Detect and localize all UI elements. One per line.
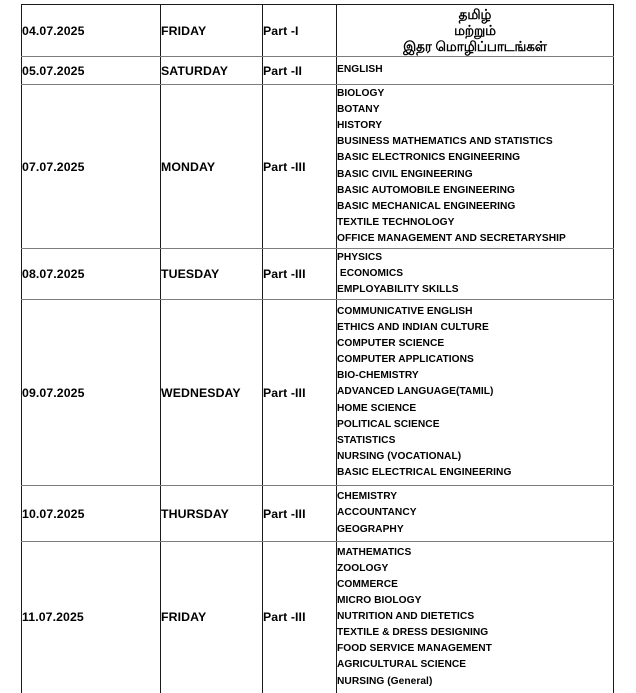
- subject-item: ENGLISH: [337, 64, 383, 76]
- exam-timetable: [21, 4, 614, 693]
- subject-item: ACCOUNTANCY: [337, 507, 417, 519]
- exam-date: 08.07.2025: [22, 249, 161, 300]
- subject-item: TEXTILE TECHNOLOGY: [337, 216, 455, 228]
- subject-item: BASIC MECHANICAL ENGINEERING: [337, 200, 516, 212]
- exam-day: MONDAY: [161, 85, 263, 249]
- subject-item: ECONOMICS: [337, 267, 404, 279]
- subject-item: BUSINESS MATHEMATICS AND STATISTICS: [337, 136, 553, 148]
- exam-subjects: [337, 542, 614, 693]
- exam-subjects: [337, 85, 614, 249]
- subject-list: [337, 545, 613, 690]
- exam-date: 11.07.2025: [22, 542, 161, 693]
- subject-item: TEXTILE & DRESS DESIGNING: [337, 627, 489, 639]
- subject-list: [337, 7, 613, 55]
- subject-item: MATHEMATICS: [337, 546, 412, 558]
- subject-list: [337, 250, 613, 298]
- subject-item: BOTANY: [337, 104, 380, 116]
- table-row: [22, 486, 614, 542]
- exam-timetable-body: [22, 5, 614, 693]
- subject-item: ZOOLOGY: [337, 562, 389, 574]
- subject-item: HOME SCIENCE: [337, 402, 417, 414]
- exam-subjects: [337, 486, 614, 542]
- exam-part: Part -I: [263, 5, 337, 57]
- exam-subjects: [337, 57, 614, 85]
- exam-date: 05.07.2025: [22, 57, 161, 85]
- subject-item: NURSING (VOCATIONAL): [337, 450, 462, 462]
- exam-day: TUESDAY: [161, 249, 263, 300]
- subject-item: COMMUNICATIVE ENGLISH: [337, 305, 473, 317]
- subject-item: இதர மொழிப்பாடங்கள்: [403, 38, 547, 54]
- table-row: [22, 57, 614, 85]
- exam-part: Part -II: [263, 57, 337, 85]
- exam-part: Part -III: [263, 300, 337, 486]
- subject-item: BASIC ELECTRONICS ENGINEERING: [337, 152, 521, 164]
- exam-day: THURSDAY: [161, 486, 263, 542]
- subject-item: STATISTICS: [337, 434, 396, 446]
- exam-date: 10.07.2025: [22, 486, 161, 542]
- subject-item: CHEMISTRY: [337, 491, 398, 503]
- subject-item: ETHICS AND INDIAN CULTURE: [337, 322, 489, 334]
- exam-date: 04.07.2025: [22, 5, 161, 57]
- subject-item: தமிழ்: [458, 6, 492, 22]
- subject-item: POLITICAL SCIENCE: [337, 418, 440, 430]
- exam-day: FRIDAY: [161, 542, 263, 693]
- table-row: [22, 542, 614, 693]
- table-row: [22, 249, 614, 300]
- subject-item: HISTORY: [337, 120, 383, 132]
- exam-subjects: [337, 249, 614, 300]
- subject-item: BASIC CIVIL ENGINEERING: [337, 168, 473, 180]
- exam-day: WEDNESDAY: [161, 300, 263, 486]
- exam-date: 07.07.2025: [22, 85, 161, 249]
- subject-item: NUTRITION AND DIETETICS: [337, 611, 475, 623]
- subject-item: EMPLOYABILITY SKILLS: [337, 284, 459, 296]
- subject-item: COMPUTER SCIENCE: [337, 338, 445, 350]
- subject-item: FOOD SERVICE MANAGEMENT: [337, 643, 492, 655]
- subject-item: BASIC AUTOMOBILE ENGINEERING: [337, 184, 515, 196]
- subject-list: [337, 304, 613, 481]
- table-row: [22, 5, 614, 57]
- subject-list: [337, 62, 613, 78]
- subject-item: GEOGRAPHY: [337, 523, 404, 535]
- subject-item: PHYSICS: [337, 251, 383, 263]
- exam-subjects: [337, 300, 614, 486]
- exam-part: Part -III: [263, 542, 337, 693]
- exam-day: SATURDAY: [161, 57, 263, 85]
- subject-item: BIOLOGY: [337, 88, 385, 100]
- table-row: [22, 85, 614, 249]
- subject-item: COMPUTER APPLICATIONS: [337, 354, 474, 366]
- subject-item: BASIC ELECTRICAL ENGINEERING: [337, 466, 512, 478]
- subject-item: MICRO BIOLOGY: [337, 595, 422, 607]
- subject-item: NURSING (General): [337, 675, 433, 687]
- exam-part: Part -III: [263, 249, 337, 300]
- exam-day: FRIDAY: [161, 5, 263, 57]
- exam-date: 09.07.2025: [22, 300, 161, 486]
- subject-item: AGRICULTURAL SCIENCE: [337, 659, 467, 671]
- exam-subjects: [337, 5, 614, 57]
- subject-item: COMMERCE: [337, 579, 398, 591]
- exam-part: Part -III: [263, 85, 337, 249]
- subject-list: [337, 489, 613, 537]
- subject-item: ADVANCED LANGUAGE(TAMIL): [337, 386, 494, 398]
- subject-item: OFFICE MANAGEMENT AND SECRETARYSHIP: [337, 232, 566, 244]
- subject-list: [337, 86, 613, 247]
- subject-item: BIO-CHEMISTRY: [337, 370, 419, 382]
- subject-item: மற்றும்: [454, 22, 496, 38]
- table-row: [22, 300, 614, 486]
- exam-part: Part -III: [263, 486, 337, 542]
